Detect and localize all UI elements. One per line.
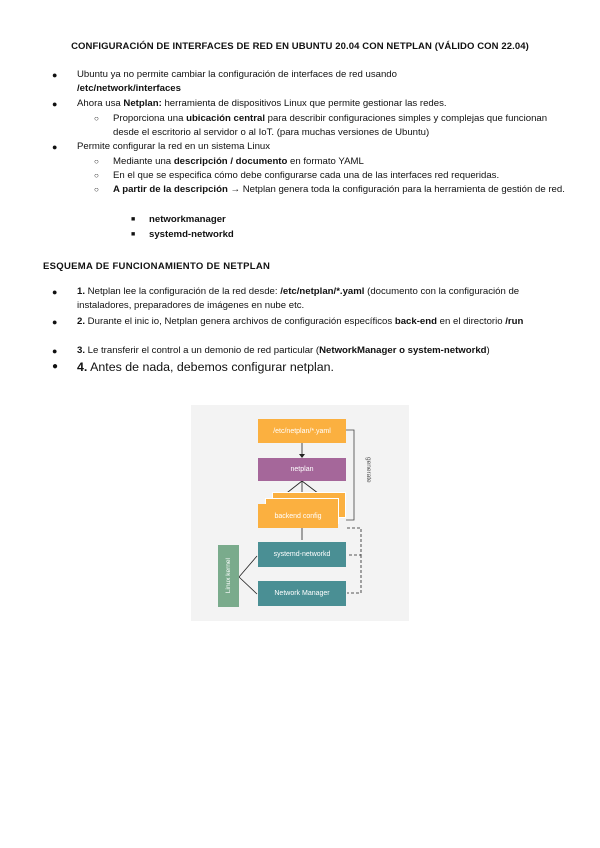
- dashed-bracket-nm: [347, 555, 361, 593]
- bullet: ■: [131, 231, 136, 238]
- yaml-box-label: /etc/netplan/*.yaml: [273, 427, 331, 435]
- list-item-text: herramienta de dispositivos Linux que permite gestionar las redes.: [161, 98, 447, 109]
- bold-text: A partir de la descripción: [113, 184, 228, 195]
- linux-kernel-box-label: Linux kernel: [225, 558, 232, 594]
- bullet: ●: [52, 317, 58, 327]
- list-item-text: Proporciona una: [113, 113, 187, 124]
- bullet: ●: [52, 346, 58, 356]
- network-manager-box: [258, 581, 346, 606]
- section-title: ESQUEMA DE FUNCIONAMIENTO DE NETPLAN: [43, 261, 271, 272]
- dashed-bracket-systemd: [347, 528, 361, 555]
- bold-text: descripción / documento: [173, 156, 288, 167]
- step-number: 4.: [77, 360, 88, 374]
- bullet: ○: [94, 114, 99, 123]
- bullet: ●: [52, 70, 58, 80]
- list-item-text: En el que se especifica cómo debe configurarse cada una de las interfaces red requeridas.: [113, 170, 500, 181]
- bullet: ●: [52, 99, 58, 109]
- linux-kernel-box: [218, 545, 239, 607]
- path-text: /etc/netplan/*.yaml: [280, 286, 365, 297]
- bullet: ○: [94, 185, 99, 194]
- list-item-text: Durante el inic io, Netplan genera archivos de configuración específicos: [85, 316, 395, 327]
- list-item-text: Mediante una: [113, 156, 174, 167]
- netplan-diagram: [191, 405, 409, 621]
- bold-text: Netplan:: [123, 98, 162, 109]
- list-item-text: Ubuntu ya no permite cambiar la configuración de interfaces de red usando: [77, 69, 397, 80]
- bullet: ■: [131, 216, 136, 223]
- list-item-text: Permite configurar la red en un sistema Linux: [77, 141, 271, 152]
- network-manager-box-label: Network Manager: [274, 590, 330, 597]
- list-item-text: Le transferir el control a un demonio de red particular (: [85, 345, 320, 356]
- systemd-box-label: systemd-networkd: [273, 551, 331, 558]
- list-item-text: Antes de nada, debemos configurar netplan.: [87, 360, 334, 374]
- list-item-text: Netplan lee la configuración de la red desde:: [85, 286, 281, 297]
- kernel-line-systemd: [239, 556, 257, 577]
- generate-label: generate: [365, 457, 372, 483]
- yaml-box: [258, 419, 346, 443]
- list-item-text: Ahora usa: [77, 98, 124, 109]
- page-title: CONFIGURACIÓN DE INTERFACES DE RED EN UBUNTU 20.04 CON NETPLAN (VÁLIDO CON 22.04): [71, 41, 529, 52]
- bold-text: ubicación central: [186, 113, 265, 124]
- bullet: ○: [94, 171, 99, 180]
- list-item-text: para describir configuraciones simples y complejas que funcionan desde el escritorio al servidor o al IoT. (para muchas versiones de Ubuntu): [113, 113, 548, 138]
- list-item-text: systemd-networkd: [149, 229, 234, 240]
- backend-box-label: backend config: [274, 512, 322, 520]
- list-item-text: → Netplan genera toda la configuración para la herramienta de gestión de red.: [227, 184, 565, 195]
- netplan-box-label: netplan: [290, 466, 314, 473]
- step-number: 1.: [77, 286, 86, 297]
- list-item-text: networkmanager: [149, 214, 226, 225]
- bold-text: back-end: [394, 316, 437, 327]
- backend-box: [258, 504, 338, 528]
- list-item-text: en formato YAML: [287, 156, 364, 167]
- step-number: 2.: [77, 316, 86, 327]
- bullet: ●: [52, 287, 58, 297]
- bullet: ●: [52, 142, 58, 152]
- generate-bracket: [346, 430, 354, 520]
- kernel-line-nm: [239, 577, 257, 594]
- step-number: 3.: [77, 345, 86, 356]
- path-text: /run: [505, 316, 524, 327]
- list-item-text: (documento con la configuración de instaladores, preparadores de imágenes en nube etc.: [77, 286, 520, 311]
- netplan-box: [258, 458, 346, 481]
- list-item-text: ): [486, 345, 490, 356]
- bullet: ●: [52, 361, 59, 372]
- bold-text: NetworkManager o system-networkd: [319, 345, 487, 356]
- bullet: ○: [94, 157, 99, 166]
- path-text: /etc/network/interfaces: [77, 83, 181, 94]
- systemd-box: [258, 542, 346, 567]
- list-item-text: en el directorio: [436, 316, 506, 327]
